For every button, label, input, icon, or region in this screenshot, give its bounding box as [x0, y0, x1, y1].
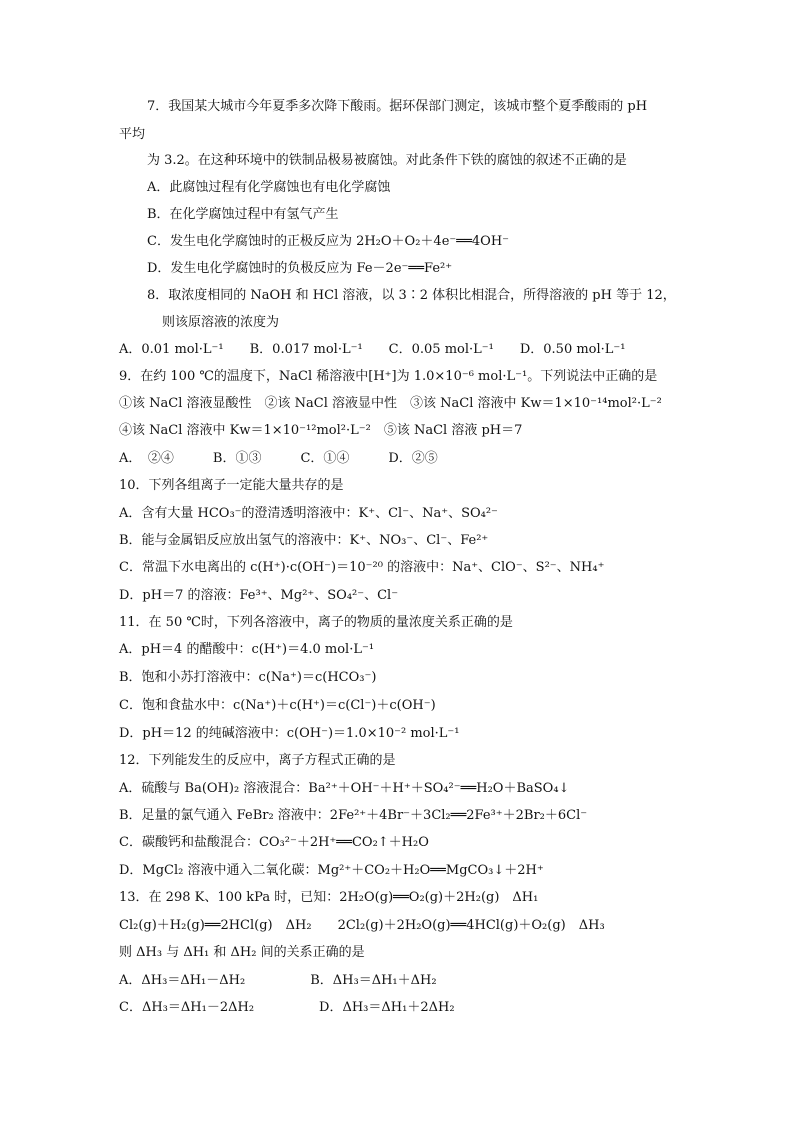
q10-stem: 10．下列各组离子一定能大量共存的是 [119, 478, 344, 493]
q7-option-b: B．在化学腐蚀过程中有氢气产生 [147, 207, 339, 222]
q10-option-a: A．含有大量 HCO₃⁻的澄清透明溶液中：K⁺、Cl⁻、Na⁺、SO₄²⁻ [119, 506, 498, 521]
q13-stem-line1: 13．在 298 K、100 kPa 时，已知：2H₂O(g)══O₂(g)＋2H₂(g) ΔH₁ [119, 890, 539, 905]
q7-option-c: C．发生电化学腐蚀时的正极反应为 2H₂O＋O₂＋4e⁻══4OH⁻ [147, 234, 510, 249]
q11-stem: 11．在 50 ℃时，下列各溶液中，离子的物质的量浓度关系正确的是 [119, 615, 513, 630]
q8-stem-line2: 则该原溶液的浓度为 [162, 315, 280, 330]
q11-option-d: D．pH＝12 的纯碱溶液中：c(OH⁻)＝1.0×10⁻² mol·L⁻¹ [119, 726, 460, 741]
q12-stem: 12．下列能发生的反应中，离子方程式正确的是 [119, 753, 396, 768]
q11-option-c: C．饱和食盐水中：c(Na⁺)＋c(H⁺)＝c(Cl⁻)＋c(OH⁻) [119, 698, 436, 713]
q7-stem-line3: 为 3.2。在这种环境中的铁制品极易被腐蚀。对此条件下铁的腐蚀的叙述不正确的是 [147, 153, 627, 168]
q11-option-b: B．饱和小苏打溶液中：c(Na⁺)＝c(HCO₃⁻) [119, 670, 377, 685]
q12-option-d: D．MgCl₂ 溶液中通入二氧化碳：Mg²⁺＋CO₂＋H₂O══MgCO₃↓＋2H⁺ [119, 863, 544, 878]
q8-options: A．0.01 mol·L⁻¹ B．0.017 mol·L⁻¹ C．0.05 mol·L⁻¹ D．0.50 mol·L⁻¹ [119, 342, 626, 357]
q9-stem: 9．在约 100 ℃的温度下，NaCl 稀溶液中[H⁺]为 1.0×10⁻⁶ mol·L⁻¹。下列说法中正确的是 [119, 369, 658, 384]
q8-stem-line1: 8．取浓度相同的 NaOH 和 HCl 溶液，以 3∶2 体积比相混合，所得溶液的 pH 等于 12， [147, 288, 676, 303]
q7-option-d: D．发生电化学腐蚀时的负极反应为 Fe－2e⁻══Fe²⁺ [147, 261, 453, 276]
q12-option-b: B．足量的氯气通入 FeBr₂ 溶液中：2Fe²⁺＋4Br⁻＋3Cl₂══2Fe³⁺＋2Br₂＋6Cl⁻ [119, 808, 588, 823]
q13-stem-line3: 则 ΔH₃ 与 ΔH₁ 和 ΔH₂ 间的关系正确的是 [119, 945, 365, 960]
q10-option-c: C．常温下水电离出的 c(H⁺)·c(OH⁻)＝10⁻²⁰ 的溶液中：Na⁺、ClO⁻、S²⁻、NH₄⁺ [119, 560, 605, 575]
q10-option-b: B．能与金属铝反应放出氢气的溶液中：K⁺、NO₃⁻、Cl⁻、Fe²⁺ [119, 533, 489, 548]
q9-statements-line2: ④该 NaCl 溶液中 Kw＝1×10⁻¹²mol²·L⁻² ⑤该 NaCl 溶液 pH＝7 [119, 423, 523, 438]
q13-stem-line2: Cl₂(g)＋H₂(g)══2HCl(g) ΔH₂ 2Cl₂(g)＋2H₂O(g)══4HCl(g)＋O₂(g) ΔH₃ [119, 918, 605, 933]
q11-option-a: A．pH＝4 的醋酸中：c(H⁺)＝4.0 mol·L⁻¹ [119, 642, 375, 657]
q9-statements-line1: ①该 NaCl 溶液显酸性 ②该 NaCl 溶液显中性 ③该 NaCl 溶液中 Kw＝1×10⁻¹⁴mol²·L⁻² [119, 396, 662, 411]
q9-options: A． ②④ B．①③ C．①④ D．②⑤ [119, 451, 438, 466]
q12-option-a: A．硫酸与 Ba(OH)₂ 溶液混合：Ba²⁺＋OH⁻＋H⁺＋SO₄²⁻══H₂O＋BaSO₄↓ [119, 781, 570, 796]
q7-stem-line1: 7．我国某大城市今年夏季多次降下酸雨。据环保部门测定，该城市整个夏季酸雨的 pH [147, 99, 648, 114]
q12-option-c: C．碳酸钙和盐酸混合：CO₃²⁻＋2H⁺══CO₂↑＋H₂O [119, 835, 429, 850]
q7-option-a: A．此腐蚀过程有化学腐蚀也有电化学腐蚀 [147, 180, 391, 195]
q7-stem-line2: 平均 [119, 127, 146, 142]
q10-option-d: D．pH＝7 的溶液：Fe³⁺、Mg²⁺、SO₄²⁻、Cl⁻ [119, 588, 399, 603]
q13-options-ab: A．ΔH₃＝ΔH₁－ΔH₂ B．ΔH₃＝ΔH₁＋ΔH₂ [119, 973, 437, 988]
q13-options-cd: C．ΔH₃＝ΔH₁－2ΔH₂ D．ΔH₃＝ΔH₁＋2ΔH₂ [119, 1000, 455, 1015]
